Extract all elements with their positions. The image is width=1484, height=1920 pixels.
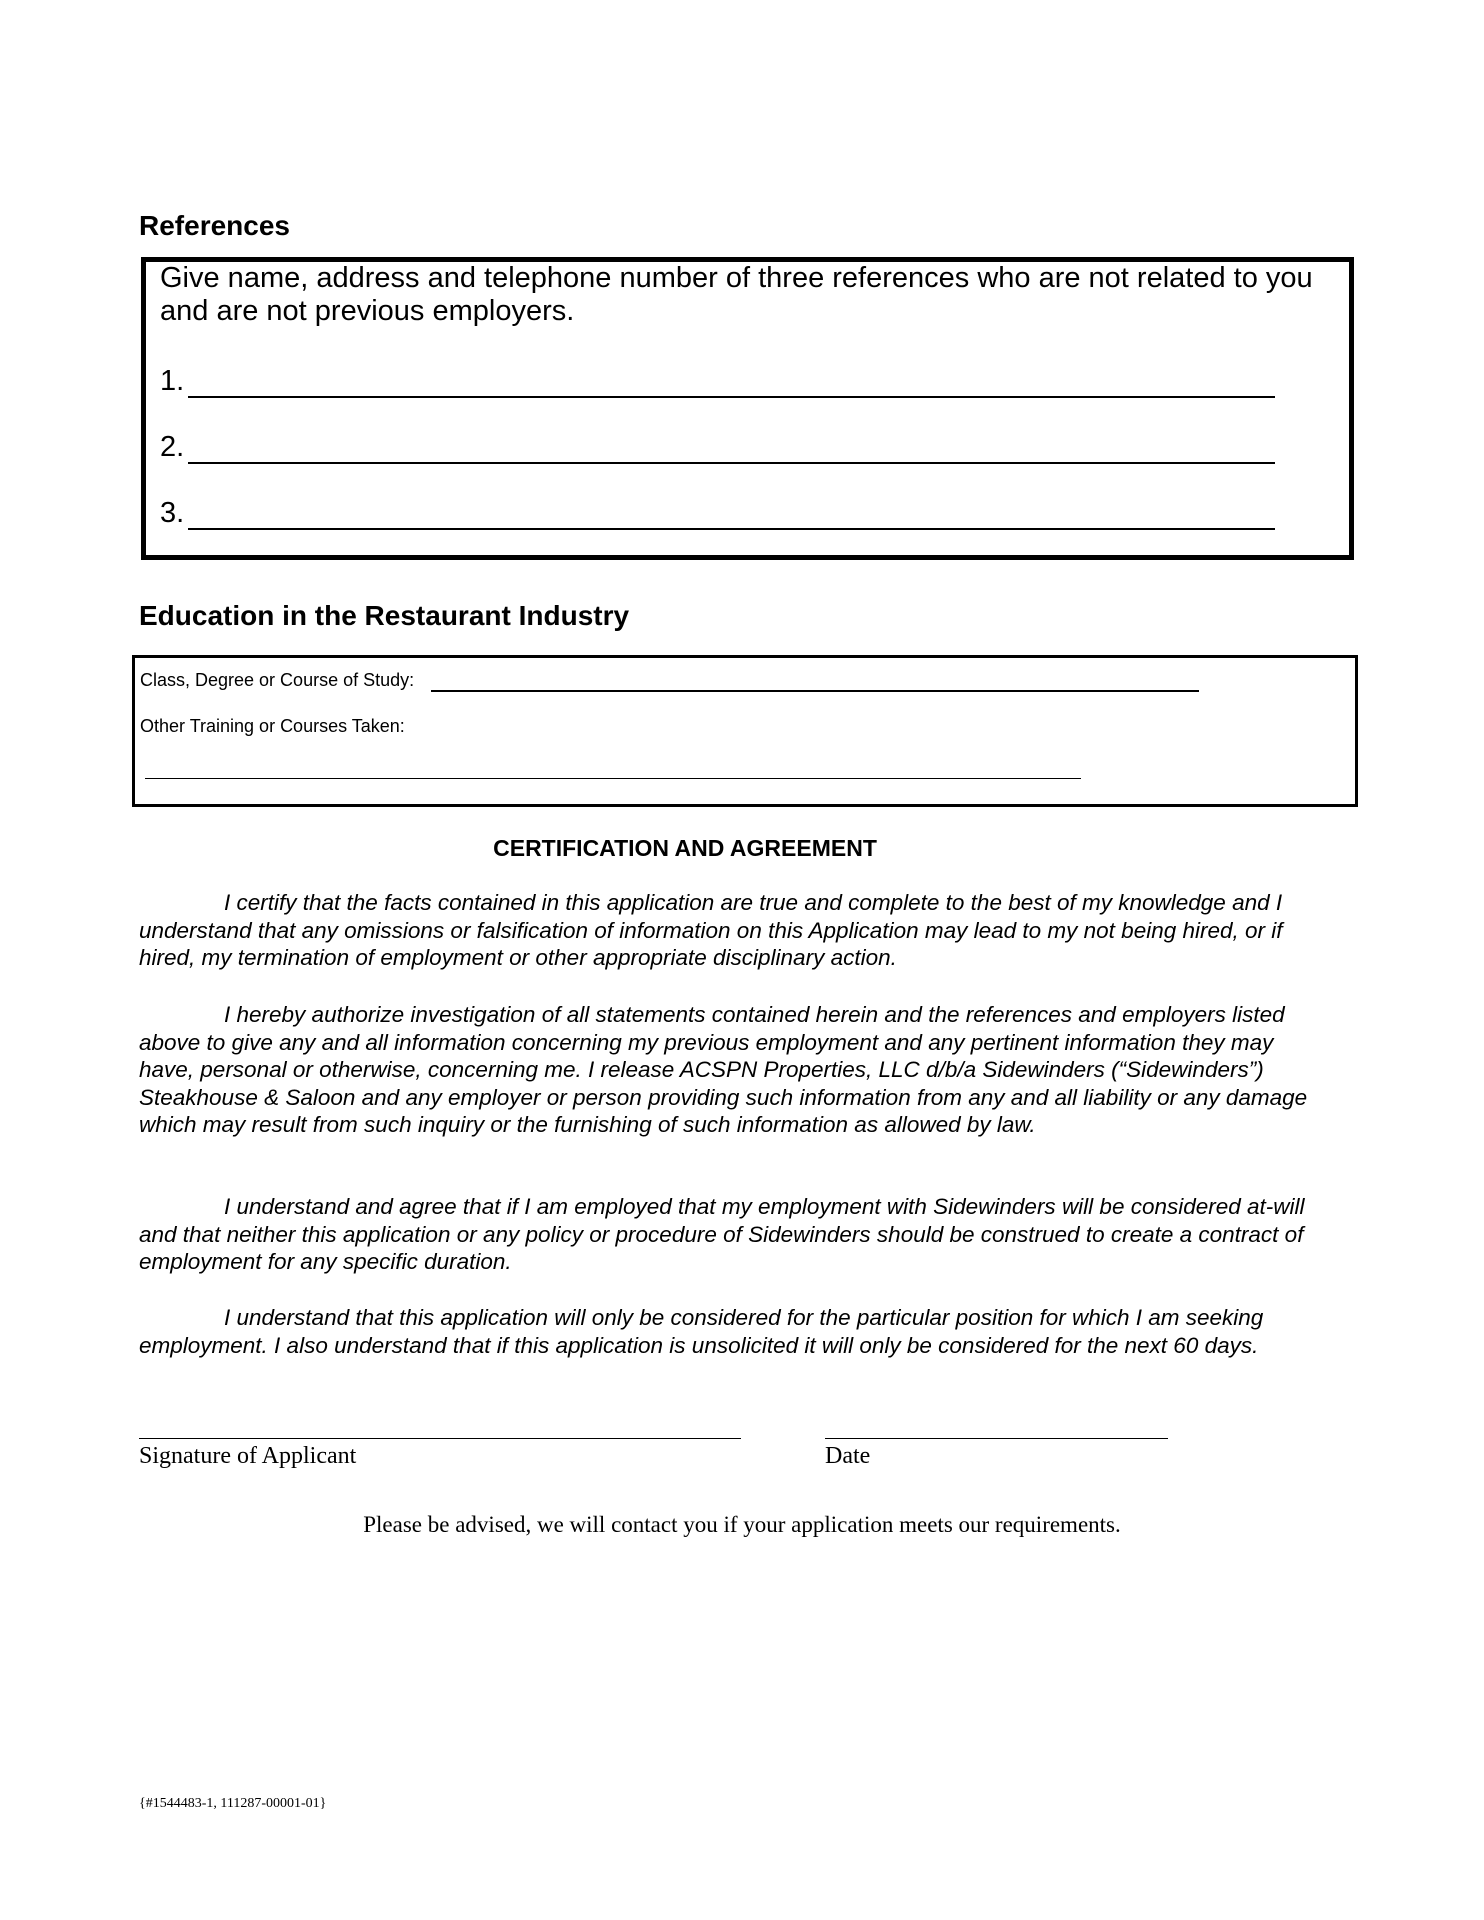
reference-number-3: 3. <box>160 497 185 529</box>
certification-paragraph-3: I understand and agree that if I am employed that my employment with Sidewinders will be considered at-will and that neither this application or any policy or procedure of Sidewinders should be construed to create a contract of employment for any specific duration. <box>139 1194 1305 1275</box>
date-label: Date <box>825 1443 871 1469</box>
class-degree-label: Class, Degree or Course of Study: <box>140 670 415 690</box>
reference-line-1[interactable] <box>160 362 1275 402</box>
certification-paragraph-2: I hereby authorize investigation of all statements contained herein and the references and employers listed above to give any and all information concerning my previous employment and any pertinent information they may have, personal or otherwise, concerning me. I release ACSPN Properties, LLC d/b/a Sidewinders (“Sidewinders”) Steakhouse & Saloon and any employer or person providing such information from any and all liability or any damage which may result from such inquiry or the furnishing of such information as allowed by law. <box>139 1002 1308 1138</box>
reference-rule-2 <box>188 462 1275 464</box>
references-instructions: Give name, address and telephone number of three references who are not related to you and are not previous employers. <box>160 262 1313 327</box>
education-box <box>132 655 1358 807</box>
certification-title: CERTIFICATION AND AGREEMENT <box>493 835 877 861</box>
reference-number-1: 1. <box>160 365 185 397</box>
references-heading: References <box>139 210 290 241</box>
other-training-label: Other Training or Courses Taken: <box>140 716 405 736</box>
references-box <box>141 257 1354 560</box>
class-degree-field[interactable] <box>431 690 1199 692</box>
reference-line-3[interactable] <box>160 494 1275 534</box>
date-field[interactable] <box>825 1438 1168 1470</box>
date-rule <box>825 1438 1168 1439</box>
reference-line-2[interactable] <box>160 428 1275 468</box>
other-training-field[interactable] <box>145 778 1081 779</box>
signature-rule <box>139 1438 741 1439</box>
applicant-signature-field[interactable] <box>139 1438 741 1470</box>
signature-label: Signature of Applicant <box>139 1443 357 1469</box>
certification-paragraph-1: I certify that the facts contained in this application are true and complete to the best of my knowledge and I understand that any omissions or falsification of information on this Application may lead to my not being hired, or if hired, my termination of employment or other appropriate disciplinary action. <box>139 890 1283 971</box>
education-heading: Education in the Restaurant Industry <box>139 600 630 631</box>
document-id-footer: {#1544483-1, 111287-00001-01} <box>139 1796 327 1811</box>
reference-number-2: 2. <box>160 431 185 463</box>
reference-rule-1 <box>188 396 1275 398</box>
reference-rule-3 <box>188 528 1275 530</box>
advisory-note: Please be advised, we will contact you if your application meets our requirements. <box>363 1512 1121 1537</box>
certification-paragraph-4: I understand that this application will only be considered for the particular position for which I am seeking employment. I also understand that if this application is unsolicited it will only be considered for the next 60 days. <box>139 1305 1264 1358</box>
